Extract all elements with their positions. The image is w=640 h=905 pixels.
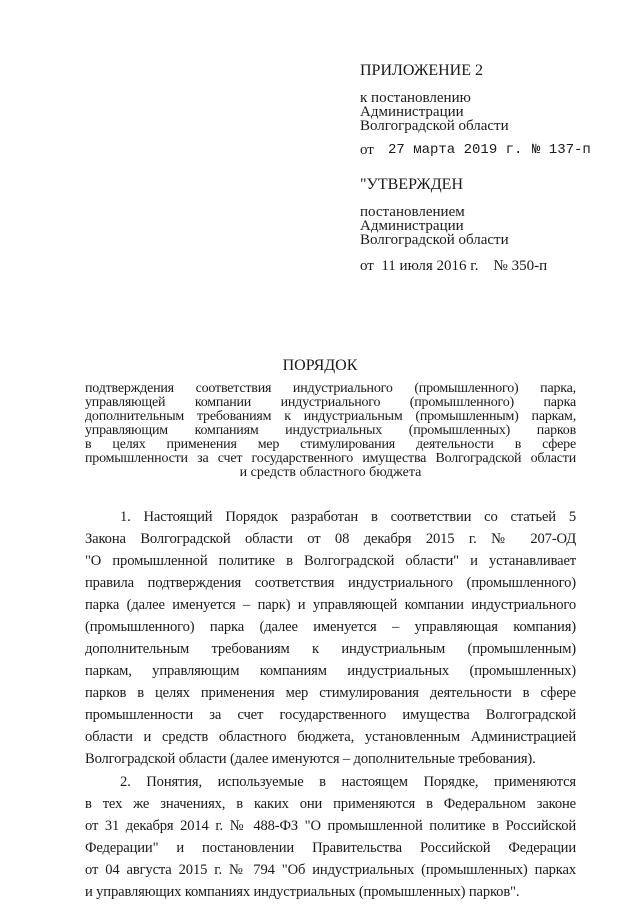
body-line: дополнительным требованиям к индустриальным (промышленным) [85, 641, 576, 657]
subtitle-line: промышленности за счет государственного имущества Волгоградской области [85, 451, 576, 466]
approved-admin: Администрации [360, 218, 464, 234]
appendix-number: № 137-п [532, 142, 591, 158]
body-line: правила подтверждения соответствия индустриального (промышленного) [85, 575, 576, 591]
body-line: области и средств областного бюджета, установленным Администрацией [85, 729, 576, 745]
body-line: и управляющих компаниях индустриальных (промышленных) парков". [85, 884, 520, 900]
subtitle-line: подтверждения соответствия индустриального (промышленного) парка, [85, 381, 576, 396]
body-line: паркам, управляющим компаниям индустриальных (промышленных) [85, 663, 576, 679]
subtitle-line: управляющим компаниям индустриальных (промышленных) парков [85, 423, 576, 438]
subtitle-line: управляющей компании индустриального (промышленного) парка [85, 395, 576, 410]
body-line: парков в целях применения мер стимулирования деятельности в сфере [85, 685, 576, 701]
appendix-admin: Администрации [360, 104, 464, 120]
body-line: "О промышленной политике в Волгоградской области" и устанавливает [85, 553, 576, 569]
approved-region: Волгоградской области [360, 232, 509, 248]
subtitle-line: и средств областного бюджета [239, 465, 422, 480]
approved-date-line: от 11 июля 2016 г. № 350-п [360, 258, 548, 274]
body-line: (промышленного) парка (далее именуется – управляющая компания) [85, 619, 576, 635]
subtitle-line: в целях применения мер стимулирования деятельности в сфере [85, 437, 576, 452]
approved-title: "УТВЕРЖДЕН [360, 176, 463, 193]
document-title: ПОРЯДОК [282, 357, 358, 374]
appendix-decree-ref: к постановлению [360, 90, 471, 106]
appendix-date-prefix: от [360, 142, 374, 158]
body-line: 2. Понятия, используемые в настоящем Порядке, применяются [120, 774, 576, 790]
body-line: от 04 августа 2015 г. № 794 "Об индустриальных (промышленных) парках [85, 862, 576, 878]
body-line: парка (далее именуется – парк) и управляющей компании индустриального [85, 597, 576, 613]
body-line: промышленности за счет государственного имущества Волгоградской [85, 707, 576, 723]
appendix-region: Волгоградской области [360, 118, 509, 134]
appendix-title: ПРИЛОЖЕНИЕ 2 [360, 62, 484, 79]
body-line: в тех же значениях, в каких они применяются в Федеральном законе [85, 796, 576, 812]
appendix-date: 27 марта 2019 г. [388, 142, 523, 158]
body-line: от 31 декабря 2014 г. № 488-ФЗ "О промышленной политике в Российской [85, 818, 576, 834]
subtitle-line: дополнительным требованиям к индустриальным (промышленным) паркам, [85, 409, 576, 424]
body-line: Федерации" и постановлении Правительства Российской Федерации [85, 840, 576, 856]
body-line: Волгоградской области (далее именуются – дополнительные требования). [85, 751, 536, 767]
body-line: 1. Настоящий Порядок разработан в соответствии со статьей 5 [120, 509, 576, 525]
approved-decree: постановлением [360, 204, 465, 220]
body-line: Закона Волгоградской области от 08 декабря 2015 г. № 207-ОД [85, 531, 576, 547]
